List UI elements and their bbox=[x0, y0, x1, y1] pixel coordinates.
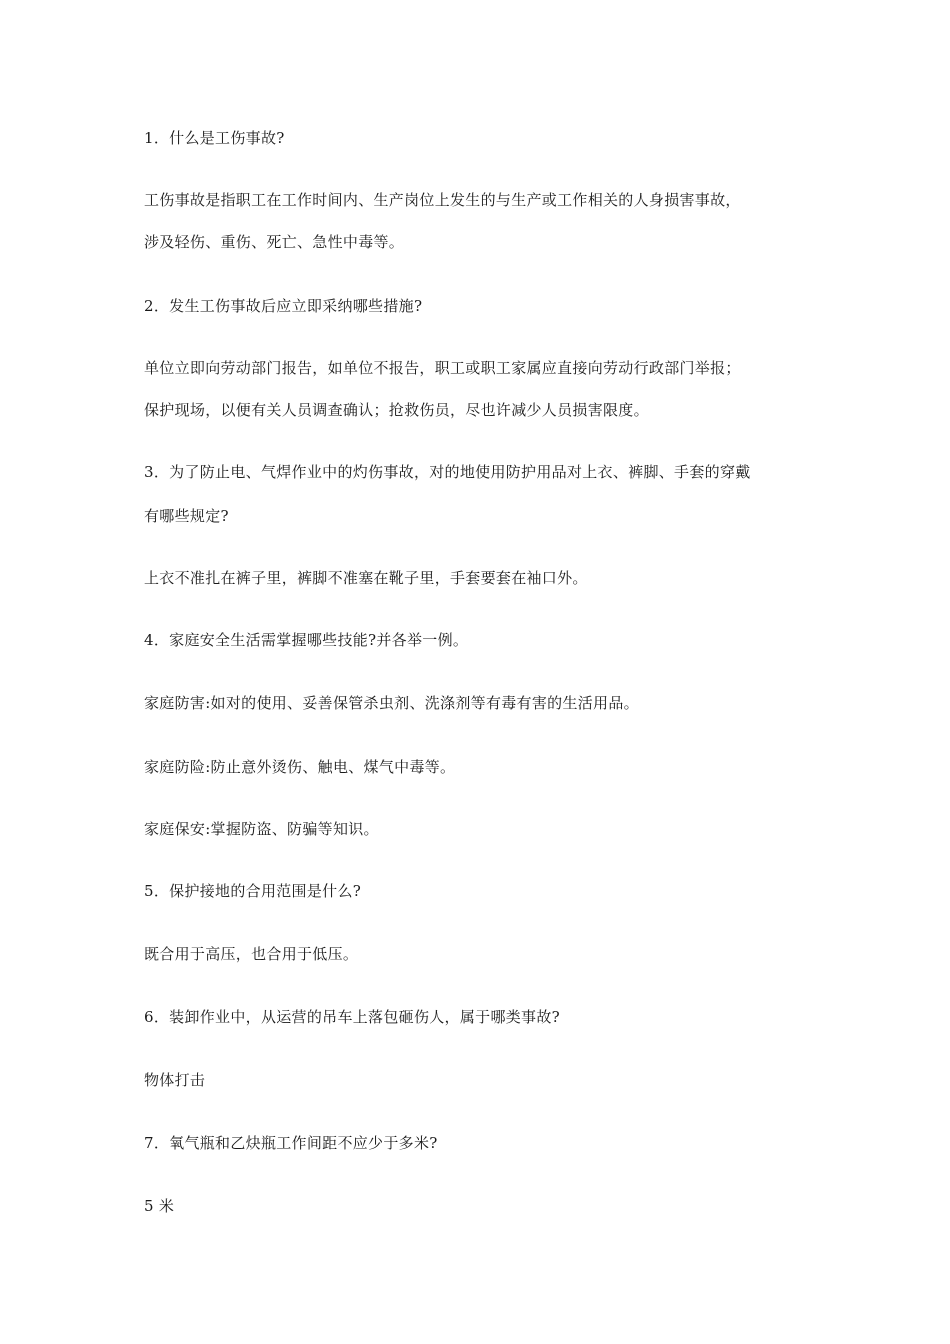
question-2: 2．发生工伤事故后应立即采纳哪些措施? bbox=[144, 297, 423, 315]
answer-3: 上衣不准扎在裤子里，裤脚不准塞在靴子里，手套要套在袖口外。 bbox=[144, 569, 588, 587]
answer-6: 物体打击 bbox=[144, 1071, 206, 1089]
question-3-line-1: 3．为了防止电、气焊作业中的灼伤事故，对的地使用防护用品对上衣、裤脚、手套的穿戴 bbox=[144, 463, 751, 481]
question-6: 6．装卸作业中，从运营的吊车上落包砸伤人，属于哪类事故? bbox=[144, 1008, 560, 1026]
question-3-line-2: 有哪些规定? bbox=[144, 507, 229, 525]
answer-7: 5 米 bbox=[144, 1197, 175, 1215]
question-1: 1．什么是工伤事故? bbox=[144, 129, 285, 147]
answer-4-line-1: 家庭防害:如对的使用、妥善保管杀虫剂、洗涤剂等有毒有害的生活用品。 bbox=[144, 694, 639, 712]
question-7: 7．氧气瓶和乙炔瓶工作间距不应少于多米? bbox=[144, 1134, 438, 1152]
answer-2-line-1: 单位立即向劳动部门报告，如单位不报告，职工或职工家属应直接向劳动行政部门举报； bbox=[144, 359, 741, 377]
answer-2-line-2: 保护现场，以便有关人员调查确认；抢救伤员，尽也许减少人员损害限度。 bbox=[144, 401, 649, 419]
answer-4-line-3: 家庭保安:掌握防盗、防骗等知识。 bbox=[144, 820, 379, 838]
question-5: 5．保护接地的合用范围是什么? bbox=[144, 882, 362, 900]
answer-1-line-1: 工伤事故是指职工在工作时间内、生产岗位上发生的与生产或工作相关的人身损害事故， bbox=[144, 191, 741, 209]
question-4: 4．家庭安全生活需掌握哪些技能?并各举一例。 bbox=[144, 631, 469, 649]
answer-5: 既合用于高压，也合用于低压。 bbox=[144, 945, 359, 963]
answer-1-line-2: 涉及轻伤、重伤、死亡、急性中毒等。 bbox=[144, 233, 405, 251]
answer-4-line-2: 家庭防险:防止意外烫伤、触电、煤气中毒等。 bbox=[144, 758, 456, 776]
